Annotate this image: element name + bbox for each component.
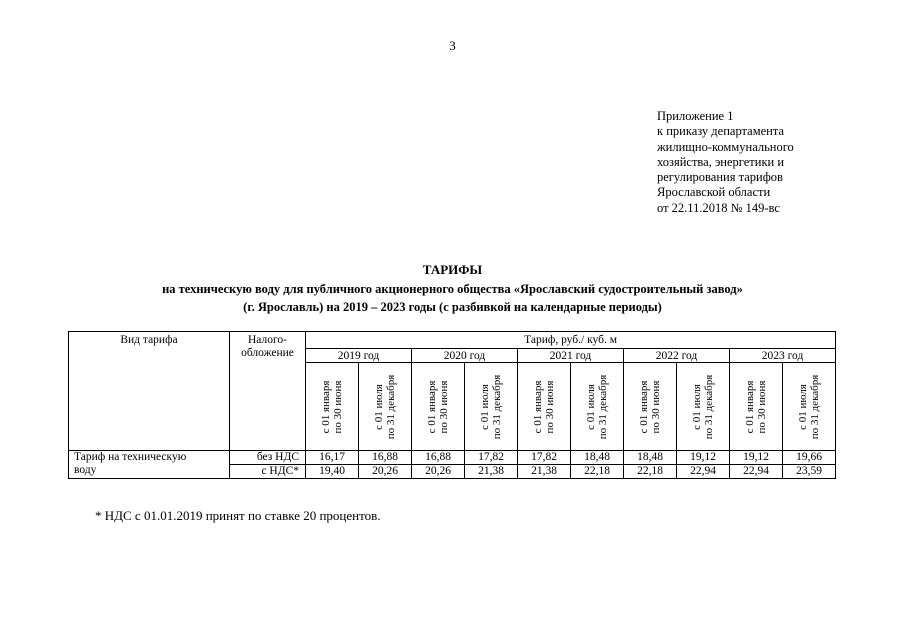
appendix-line: Ярославской области <box>657 185 771 200</box>
header-period-first-half: с 01 января по 30 июня <box>412 363 465 451</box>
header-period-second-half: с 01 июля по 31 декабря <box>677 363 730 451</box>
row-label: Тариф на техническую воду <box>69 451 230 479</box>
value-cell: 22,94 <box>677 465 730 479</box>
appendix-line: регулирования тарифов <box>657 170 783 185</box>
value-cell: 18,48 <box>624 451 677 465</box>
document-title: ТАРИФЫ <box>422 262 483 277</box>
header-year: 2023 год <box>730 349 836 363</box>
value-cell: 16,88 <box>359 451 412 465</box>
header-tariff: Тариф, руб./ куб. м <box>306 332 836 349</box>
value-cell: 20,26 <box>412 465 465 479</box>
header-year: 2022 год <box>624 349 730 363</box>
tax-cell: с НДС* <box>230 465 306 479</box>
value-cell: 22,18 <box>624 465 677 479</box>
value-cell: 23,59 <box>783 465 836 479</box>
value-cell: 16,17 <box>306 451 359 465</box>
value-cell: 19,12 <box>677 451 730 465</box>
header-year: 2021 год <box>518 349 624 363</box>
header-period-first-half: с 01 января по 30 июня <box>730 363 783 451</box>
header-period-first-half: с 01 января по 30 июня <box>624 363 677 451</box>
appendix-line: жилищно-коммунального <box>657 139 794 154</box>
header-period-first-half: с 01 января по 30 июня <box>518 363 571 451</box>
header-taxation-line: обложение <box>241 347 294 359</box>
value-cell: 22,18 <box>571 465 624 479</box>
page-number: 3 <box>449 38 456 53</box>
appendix-block <box>657 109 794 216</box>
appendix-line: к приказу департамента <box>657 124 785 139</box>
value-cell: 17,82 <box>465 451 518 465</box>
value-cell: 22,94 <box>730 465 783 479</box>
appendix-line: Приложение 1 <box>657 109 734 123</box>
header-taxation-line: Налого- <box>247 334 287 346</box>
header-period-second-half: с 01 июля по 31 декабря <box>465 363 518 451</box>
value-cell: 19,40 <box>306 465 359 479</box>
document-subtitle <box>0 280 905 316</box>
header-year: 2019 год <box>306 349 412 363</box>
tariff-table <box>68 331 836 479</box>
header-period-second-half: с 01 июля по 31 декабря <box>783 363 836 451</box>
table-row <box>69 451 836 465</box>
value-cell: 19,12 <box>730 451 783 465</box>
header-taxation <box>230 332 306 451</box>
header-period-second-half: с 01 июля по 31 декабря <box>359 363 412 451</box>
appendix-line: хозяйства, энергетики и <box>657 154 785 169</box>
header-period-first-half: с 01 января по 30 июня <box>306 363 359 451</box>
subtitle-line: на техническую воду для публичного акционерного общества «Ярославский судостроительный завод» <box>162 282 743 296</box>
subtitle-line: (г. Ярославль) на 2019 – 2023 годы (с разбивкой на календарные периоды) <box>243 300 662 314</box>
tax-cell: без НДС <box>230 451 306 465</box>
header-tariff-type: Вид тарифа <box>69 332 230 451</box>
value-cell: 17,82 <box>518 451 571 465</box>
value-cell: 19,66 <box>783 451 836 465</box>
footnote: * НДС с 01.01.2019 принят по ставке 20 процентов. <box>95 508 381 523</box>
value-cell: 21,38 <box>518 465 571 479</box>
value-cell: 20,26 <box>359 465 412 479</box>
appendix-line: от 22.11.2018 № 149-вс <box>657 200 780 215</box>
value-cell: 18,48 <box>571 451 624 465</box>
value-cell: 21,38 <box>465 465 518 479</box>
header-period-second-half: с 01 июля по 31 декабря <box>571 363 624 451</box>
header-year: 2020 год <box>412 349 518 363</box>
value-cell: 16,88 <box>412 451 465 465</box>
